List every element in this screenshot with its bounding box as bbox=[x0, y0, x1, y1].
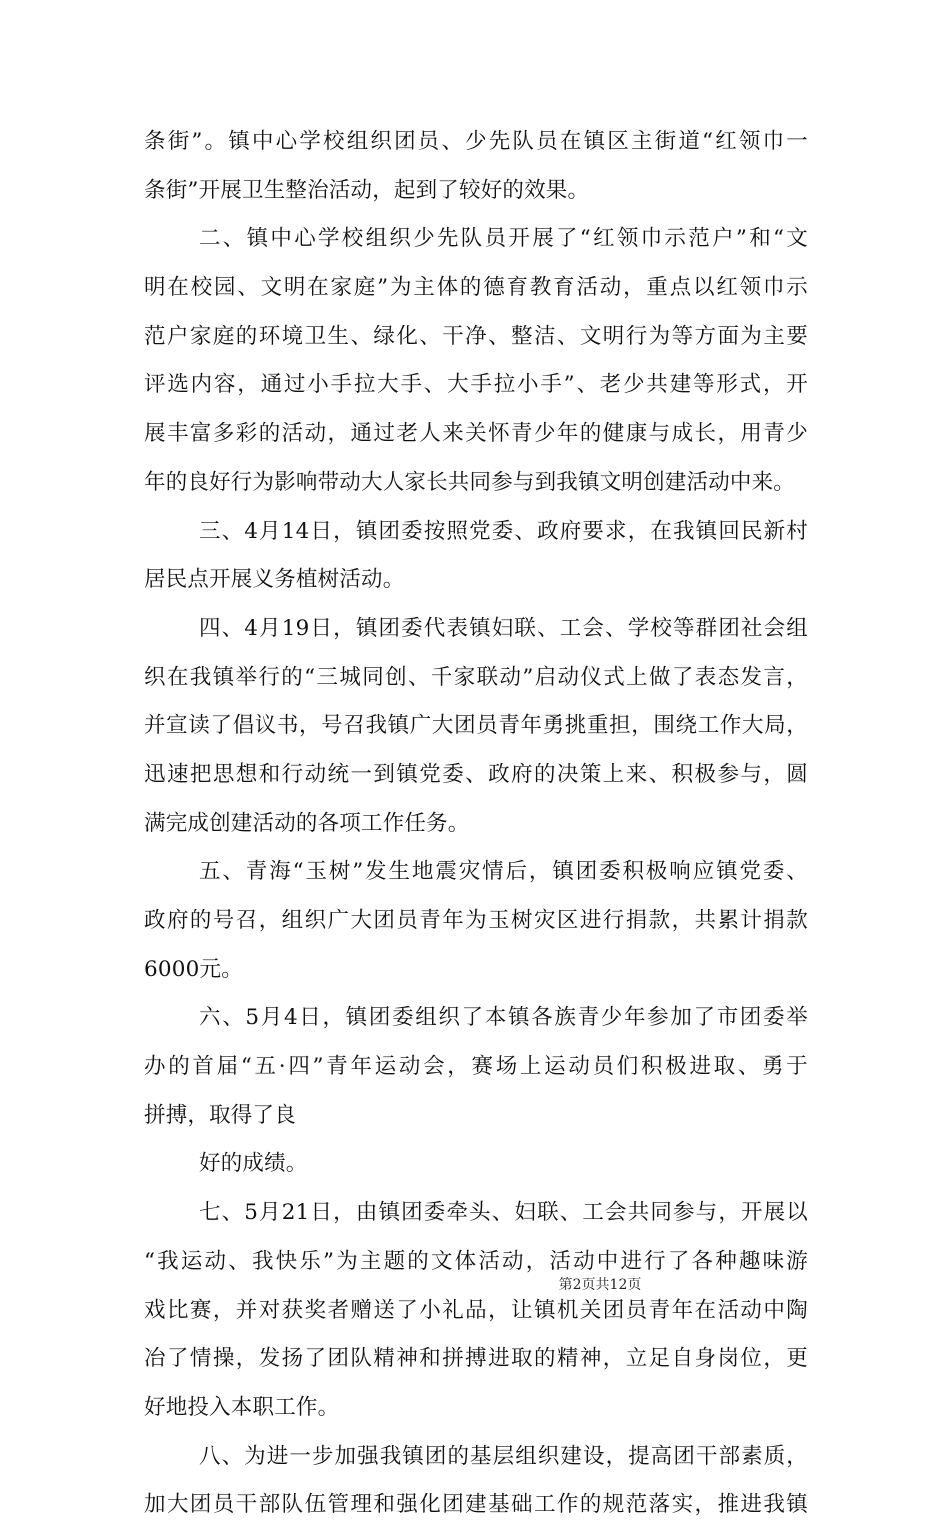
text-line: 冶了情操，发扬了团队精神和拼搏进取的精神，立足自身岗位，更 bbox=[144, 1346, 808, 1372]
page-number: 第2页共12页 bbox=[558, 1277, 642, 1293]
text-line: 展丰富多彩的活动，通过老人来关怀青少年的健康与成长，用青少 bbox=[144, 421, 808, 447]
text-line: 范户家庭的环境卫生、绿化、干净、整洁、文明行为等方面为主要 bbox=[144, 323, 808, 349]
paragraph-start-line: 六、5月4日，镇团委组织了本镇各族青少年参加了市团委举 bbox=[199, 1005, 808, 1031]
text-line: 拼搏，取得了良 bbox=[144, 1102, 296, 1128]
text-line: 办的首届“五·四”青年运动会，赛场上运动员们积极进取、勇于 bbox=[144, 1054, 808, 1080]
paragraph-start-line: 七、5月21日，由镇团委牵头、妇联、工会共同参与，开展以 bbox=[199, 1200, 808, 1226]
text-line: 戏比赛，并对获奖者赠送了小礼品，让镇机关团员青年在活动中陶 bbox=[144, 1297, 808, 1323]
text-line: 年的良好行为影响带动大人家长共同参与到我镇文明创建活动中来。 bbox=[144, 469, 796, 495]
text-line: 迅速把思想和行动统一到镇党委、政府的决策上来、积极参与，圆 bbox=[144, 761, 808, 787]
text-line: 织在我镇举行的“三城同创、千家联动”启动仪式上做了表态发言， bbox=[144, 664, 808, 690]
paragraph-start-line: 八、为进一步加强我镇团的基层组织建设，提高团干部素质， bbox=[199, 1443, 808, 1469]
text-line: 好地投入本职工作。 bbox=[144, 1394, 340, 1420]
text-line: 政府的号召，组织广大团员青年为玉树灾区进行捐款，共累计捐款 bbox=[144, 908, 808, 933]
text-line: 条街”。镇中心学校组织团员、少先队员在镇区主街道“红领巾一 bbox=[144, 129, 808, 154]
text-line: “我运动、我快乐”为主题的文体活动，活动中进行了各种趣味游 bbox=[144, 1248, 808, 1274]
text-line: 加大团员干部队伍管理和强化团建基础工作的规范落实，推进我镇 bbox=[144, 1492, 808, 1518]
paragraph-start-line: 四、4月19日，镇团委代表镇妇联、工会、学校等群团社会组 bbox=[199, 615, 808, 641]
paragraph-start-line: 三、4月14日，镇团委按照党委、政府要求，在我镇回民新村 bbox=[199, 518, 808, 544]
text-line: 6000元。 bbox=[144, 956, 243, 982]
text-line: 满完成创建活动的各项工作任务。 bbox=[144, 810, 470, 836]
paragraph-start-line: 五、青海“玉树”发生地震灾情后，镇团委积极响应镇党委、 bbox=[199, 859, 808, 885]
text-line: 好的成绩。 bbox=[199, 1151, 308, 1177]
text-line: 明在校园、文明在家庭”为主体的德育教育活动，重点以红领巾示 bbox=[144, 275, 808, 301]
paragraph-start-line: 二、镇中心学校组织少先队员开展了“红领巾示范户”和“文 bbox=[199, 226, 808, 252]
document-body bbox=[144, 118, 808, 1530]
text-line: 居民点开展义务植树活动。 bbox=[144, 567, 405, 593]
text-line: 并宣读了倡议书，号召我镇广大团员青年勇挑重担，围绕工作大局， bbox=[144, 713, 808, 739]
text-line: 评选内容，通过小手拉大手、大手拉小手”、老少共建等形式，开 bbox=[144, 372, 808, 398]
text-line: 条街”开展卫生整治活动，起到了较好的效果。 bbox=[144, 177, 590, 203]
